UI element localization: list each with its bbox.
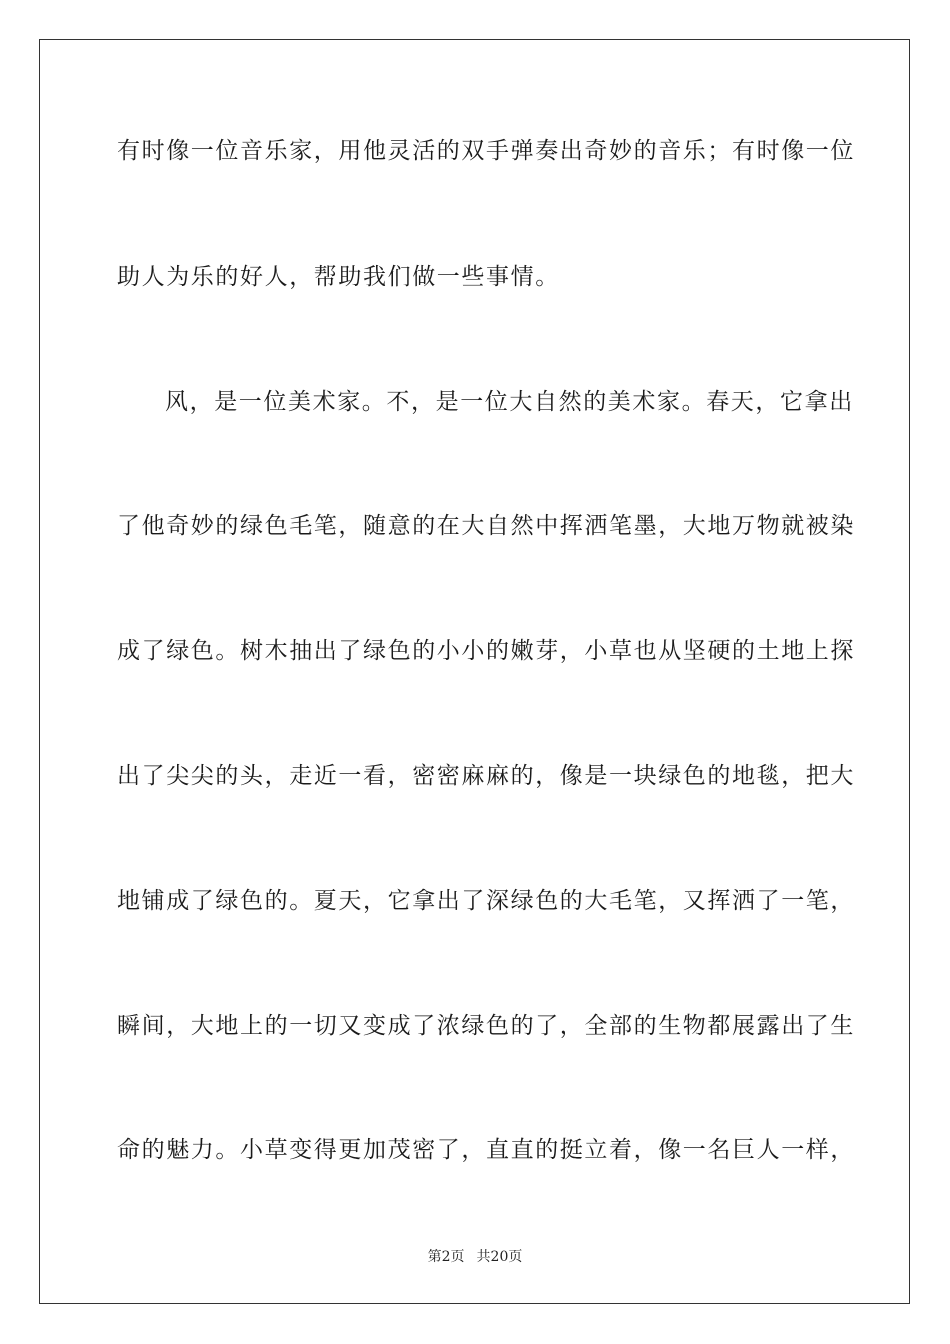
text-line: 瞬间，大地上的一切又变成了浓绿色的了，全部的生物都展露出了生: [117, 1013, 855, 1039]
text-line: 有时像一位音乐家，用他灵活的双手弹奏出奇妙的音乐；有时像一位: [117, 138, 855, 164]
page-total: 共20页: [476, 1249, 523, 1265]
page-number: 第2页: [427, 1249, 465, 1265]
text-line: 成了绿色。树木抽出了绿色的小小的嫩芽，小草也从坚硬的土地上探: [117, 638, 855, 664]
text-line: 了他奇妙的绿色毛笔，随意的在大自然中挥洒笔墨，大地万物就被染: [117, 513, 855, 539]
text-line: 助人为乐的好人，帮助我们做一些事情。: [117, 264, 560, 290]
text-line: 地铺成了绿色的。夏天，它拿出了深绿色的大毛笔，又挥洒了一笔，: [117, 888, 855, 914]
paragraph-first-line: 风，是一位美术家。不，是一位大自然的美术家。春天，它拿出: [165, 389, 854, 415]
text-line: 命的魅力。小草变得更加茂密了，直直的挺立着，像一名巨人一样，: [117, 1137, 855, 1163]
page-border: [39, 39, 910, 1304]
text-line: 出了尖尖的头，走近一看，密密麻麻的，像是一块绿色的地毯，把大: [117, 763, 855, 789]
page-footer: [0, 1248, 950, 1266]
